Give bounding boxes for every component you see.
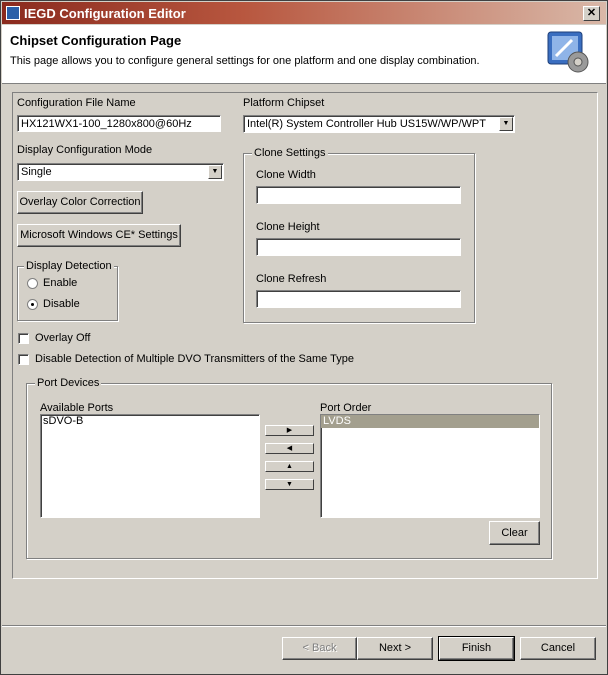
overlay-off-checkbox[interactable] <box>18 333 29 344</box>
config-file-label: Configuration File Name <box>17 97 136 109</box>
settings-gear-icon <box>546 30 592 76</box>
clear-button[interactable]: Clear <box>489 521 540 545</box>
move-left-button[interactable]: ◀ <box>265 443 314 454</box>
disable-detection-checkbox[interactable] <box>18 354 29 365</box>
clone-settings-title: Clone Settings <box>254 147 326 159</box>
platform-chipset-label: Platform Chipset <box>243 97 325 109</box>
display-mode-label: Display Configuration Mode <box>17 144 153 156</box>
clone-height-input[interactable] <box>256 238 461 256</box>
window-title: IEGD Configuration Editor <box>24 6 186 21</box>
move-up-button[interactable]: ▲ <box>265 461 314 472</box>
display-detection-group <box>17 260 118 321</box>
available-ports-list[interactable] <box>40 414 260 518</box>
next-button[interactable]: Next > <box>357 637 433 660</box>
overlay-off-label: Overlay Off <box>35 332 91 344</box>
title-bar[interactable] <box>2 2 606 24</box>
enable-radio[interactable] <box>27 278 38 289</box>
list-item[interactable]: LVDS <box>321 415 539 428</box>
clone-refresh-input[interactable] <box>256 290 461 308</box>
finish-button[interactable]: Finish <box>439 637 514 660</box>
disable-radio-label: Disable <box>43 298 80 310</box>
clone-refresh-label: Clone Refresh <box>256 273 327 285</box>
display-detection-title: Display Detection <box>26 260 112 272</box>
clone-width-input[interactable] <box>256 186 461 204</box>
back-button[interactable]: < Back <box>282 637 357 660</box>
cancel-button[interactable]: Cancel <box>520 637 596 660</box>
display-mode-select[interactable] <box>17 163 224 181</box>
port-order-list[interactable] <box>320 414 540 518</box>
close-button[interactable]: ✕ <box>583 6 600 21</box>
clone-height-label: Clone Height <box>256 221 320 233</box>
app-icon <box>6 6 20 20</box>
page-header <box>2 25 606 84</box>
available-ports-label: Available Ports <box>40 402 114 414</box>
platform-chipset-value: Intel(R) System Controller Hub US15W/WP/WPT <box>247 118 486 130</box>
clone-width-label: Clone Width <box>256 169 316 181</box>
move-down-button[interactable]: ▼ <box>265 479 314 490</box>
overlay-color-correction-button[interactable]: Overlay Color Correction <box>17 191 143 214</box>
enable-radio-label: Enable <box>43 277 78 289</box>
page-description: This page allows you to configure general settings for one platform and one display combination. <box>10 55 480 67</box>
chevron-down-icon[interactable]: ▼ <box>499 117 513 131</box>
disable-detection-label: Disable Detection of Multiple DVO Transmitters of the Same Type <box>35 353 354 365</box>
platform-chipset-select[interactable] <box>243 115 515 133</box>
chevron-down-icon[interactable]: ▼ <box>208 165 222 179</box>
wince-settings-button[interactable]: Microsoft Windows CE* Settings <box>17 224 181 247</box>
port-devices-title: Port Devices <box>37 377 100 389</box>
display-mode-value: Single <box>21 166 52 178</box>
config-file-input[interactable]: HX121WX1-100_1280x800@60Hz <box>17 115 221 132</box>
disable-radio[interactable] <box>27 299 38 310</box>
footer-separator <box>2 625 606 627</box>
move-right-button[interactable]: ▶ <box>265 425 314 436</box>
list-item[interactable]: sDVO-B <box>43 415 84 427</box>
port-order-label: Port Order <box>320 402 372 414</box>
page-title: Chipset Configuration Page <box>10 33 182 48</box>
